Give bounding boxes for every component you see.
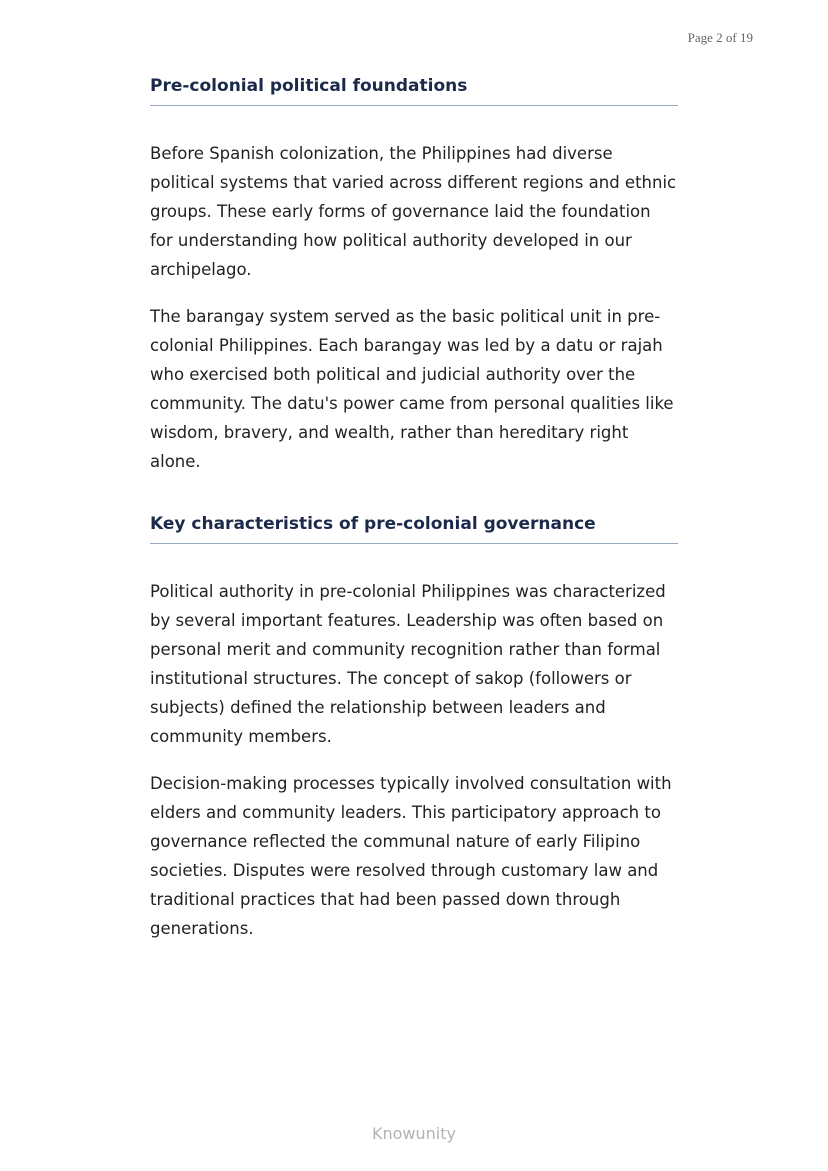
document-content — [150, 76, 678, 961]
section-body — [150, 577, 678, 943]
footer-brand: Knowunity — [372, 1124, 456, 1143]
section-heading: Pre-colonial political foundations — [150, 76, 678, 106]
section-body — [150, 139, 678, 476]
section-key-characteristics — [150, 514, 678, 943]
page-number: Page 2 of 19 — [687, 30, 753, 45]
section-precolonial-foundations — [150, 76, 678, 476]
paragraph: Political authority in pre-colonial Philippines was characterized by several important features. Leadership was often based on personal merit and community recognition rather than formal institutional structures. The concept of sakop (followers or subjects) defined the relationship between leaders and community members. — [150, 582, 666, 746]
paragraph: The barangay system served as the basic political unit in pre-colonial Philippines. Each barangay was led by a datu or rajah who exercised both political and judicial authority over the community. The datu's power came from personal qualities like wisdom, bravery, and wealth, rather than hereditary right alone. — [150, 307, 674, 471]
paragraph: Before Spanish colonization, the Philippines had diverse political systems that varied across different regions and ethnic groups. These early forms of governance laid the foundation for understanding how political authority developed in our archipelago. — [150, 144, 677, 279]
section-heading: Key characteristics of pre-colonial governance — [150, 514, 678, 544]
paragraph: Decision-making processes typically involved consultation with elders and community leaders. This participatory approach to governance reflected the communal nature of early Filipino societies. Disputes were resolved through customary law and traditional practices that had been passed down through generations. — [150, 774, 672, 938]
